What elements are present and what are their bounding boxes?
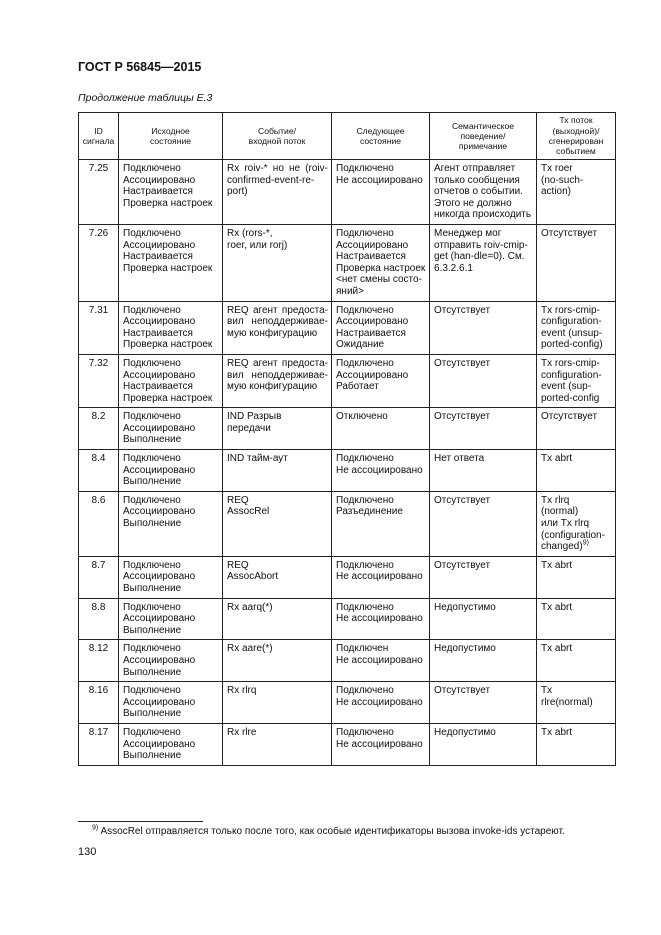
table-row xyxy=(79,598,616,640)
cell-event: IND Разрыв передачи xyxy=(223,408,332,450)
col-header-next-state: Следующее состояние xyxy=(332,113,430,160)
cell-tx: Tx rors-cmip-configuration-event (unsup-ported-config) xyxy=(537,301,616,354)
cell-next-state: Подключено Не ассоциировано xyxy=(332,160,430,225)
cell-tx: Tx rors-cmip-configuration-event (sup-ported-config xyxy=(537,354,616,407)
cell-semantics: Менеджер мог отправить roiv-cmip-get (han-dle=0). См. 6.3.2.6.1 xyxy=(430,224,537,301)
cell-id: 7.32 xyxy=(79,354,119,407)
cell-id: 8.12 xyxy=(79,640,119,682)
table-row xyxy=(79,224,616,301)
cell-next-state: Подключено Не ассоциировано xyxy=(332,598,430,640)
cell-event: Rx rlre xyxy=(223,723,332,765)
table-row xyxy=(79,301,616,354)
cell-source-state: Подключено Ассоциировано Выполнение xyxy=(119,598,223,640)
cell-semantics: Агент отправляет только сообщения отчетов о событии. Этого не должно никогда происходить xyxy=(430,160,537,225)
cell-next-state: Подключено Разъединение xyxy=(332,491,430,556)
cell-semantics: Недопустимо xyxy=(430,723,537,765)
table-row xyxy=(79,408,616,450)
cell-tx: Tx abrt xyxy=(537,640,616,682)
cell-id: 8.8 xyxy=(79,598,119,640)
cell-id: 8.4 xyxy=(79,450,119,492)
cell-event: REQ агент предоста-вил неподдерживае-мую конфигурацию xyxy=(223,354,332,407)
cell-tx: Tx abrt xyxy=(537,450,616,492)
cell-next-state: Подключено Ассоциировано Настраивается Ожидание xyxy=(332,301,430,354)
cell-source-state: Подключено Ассоциировано Выполнение xyxy=(119,640,223,682)
cell-tx: Tx rlre(normal) xyxy=(537,682,616,724)
footnote-ref: 9) xyxy=(582,539,589,547)
cell-semantics: Отсутствует xyxy=(430,556,537,598)
cell-semantics: Нет ответа xyxy=(430,450,537,492)
col-header-semantics: Семантическое поведение/ примечание xyxy=(430,113,537,160)
col-header-source-state: Исходное состояние xyxy=(119,113,223,160)
cell-semantics: Отсутствует xyxy=(430,301,537,354)
cell-event: Rx roiv-* но не (roiv-confirmed-event-re-port) xyxy=(223,160,332,225)
cell-id: 7.25 xyxy=(79,160,119,225)
cell-tx: Отсутствует xyxy=(537,408,616,450)
table-row xyxy=(79,354,616,407)
cell-event: Rx aarq(*) xyxy=(223,598,332,640)
cell-semantics: Отсутствует xyxy=(430,354,537,407)
cell-next-state: Подключено Не ассоциировано xyxy=(332,723,430,765)
table-row xyxy=(79,160,616,225)
cell-event: REQ агент предоста-вил неподдерживае-мую конфигурацию xyxy=(223,301,332,354)
table-row xyxy=(79,556,616,598)
page-number: 130 xyxy=(78,846,97,858)
document-header: ГОСТ Р 56845—2015 xyxy=(78,60,202,74)
cell-semantics: Отсутствует xyxy=(430,682,537,724)
cell-semantics: Недопустимо xyxy=(430,598,537,640)
table-row xyxy=(79,640,616,682)
cell-event: Rx aare(*) xyxy=(223,640,332,682)
cell-next-state: Подключен Не ассоциировано xyxy=(332,640,430,682)
cell-source-state: Подключено Ассоциировано Настраивается Проверка настроек xyxy=(119,354,223,407)
table-header-row xyxy=(79,113,616,160)
col-header-id: ID сигнала xyxy=(79,113,119,160)
cell-id: 8.17 xyxy=(79,723,119,765)
table-caption: Продолжение таблицы Е.3 xyxy=(78,92,213,104)
cell-id: 8.16 xyxy=(79,682,119,724)
cell-source-state: Подключено Ассоциировано Настраивается Проверка настроек xyxy=(119,301,223,354)
cell-source-state: Подключено Ассоциировано Выполнение xyxy=(119,408,223,450)
cell-source-state: Подключено Ассоциировано Выполнение xyxy=(119,723,223,765)
table-row xyxy=(79,723,616,765)
cell-id: 8.2 xyxy=(79,408,119,450)
cell-next-state: Подключено Ассоциировано Работает xyxy=(332,354,430,407)
cell-semantics: Отсутствует xyxy=(430,491,537,556)
col-header-tx-stream: Тх поток (выходной)/ сгенерирован событием xyxy=(537,113,616,160)
cell-source-state: Подключено Ассоциировано Выполнение xyxy=(119,682,223,724)
table-row xyxy=(79,682,616,724)
footnote-marker: 9) xyxy=(92,824,99,832)
table-row xyxy=(79,450,616,492)
cell-source-state: Подключено Ассоциировано Выполнение xyxy=(119,450,223,492)
cell-next-state: Подключено Не ассоциировано xyxy=(332,556,430,598)
cell-tx: Tx abrt xyxy=(537,723,616,765)
cell-next-state: Подключено Не ассоциировано xyxy=(332,682,430,724)
table-row xyxy=(79,491,616,556)
cell-event: Rx (rors-*, roer, или rorj) xyxy=(223,224,332,301)
cell-id: 7.26 xyxy=(79,224,119,301)
cell-event: REQ AssocRel xyxy=(223,491,332,556)
cell-next-state: Отключено xyxy=(332,408,430,450)
cell-source-state: Подключено Ассоциировано Настраивается Проверка настроек xyxy=(119,160,223,225)
cell-tx: Отсутствует xyxy=(537,224,616,301)
footnote-text: AssocRel отправляется только после того, как особые идентификаторы вызова invoke-ids устареют. xyxy=(98,826,565,837)
cell-tx-text: Tx rlrq (normal) или Tx rlrq (configuration-changed) xyxy=(541,494,605,553)
cell-event: IND тайм-аут xyxy=(223,450,332,492)
cell-next-state: Подключено Ассоциировано Настраивается Проверка настроек <нет смены состо-яний> xyxy=(332,224,430,301)
footnote-divider xyxy=(78,821,203,822)
signal-table xyxy=(78,112,616,766)
cell-source-state: Подключено Ассоциировано Настраивается Проверка настроек xyxy=(119,224,223,301)
footnote xyxy=(92,826,565,837)
cell-event: Rx rlrq xyxy=(223,682,332,724)
cell-tx: Tx abrt xyxy=(537,598,616,640)
cell-source-state: Подключено Ассоциировано Выполнение xyxy=(119,491,223,556)
col-header-event: Событие/ входной поток xyxy=(223,113,332,160)
cell-event: REQ AssocAbort xyxy=(223,556,332,598)
cell-id: 8.7 xyxy=(79,556,119,598)
cell-semantics: Отсутствует xyxy=(430,408,537,450)
cell-tx xyxy=(537,491,616,556)
cell-source-state: Подключено Ассоциировано Выполнение xyxy=(119,556,223,598)
cell-id: 7.31 xyxy=(79,301,119,354)
cell-id: 8.6 xyxy=(79,491,119,556)
cell-next-state: Подключено Не ассоциировано xyxy=(332,450,430,492)
cell-semantics: Недопустимо xyxy=(430,640,537,682)
cell-tx: Tx roer (no-such-action) xyxy=(537,160,616,225)
cell-tx: Tx abrt xyxy=(537,556,616,598)
